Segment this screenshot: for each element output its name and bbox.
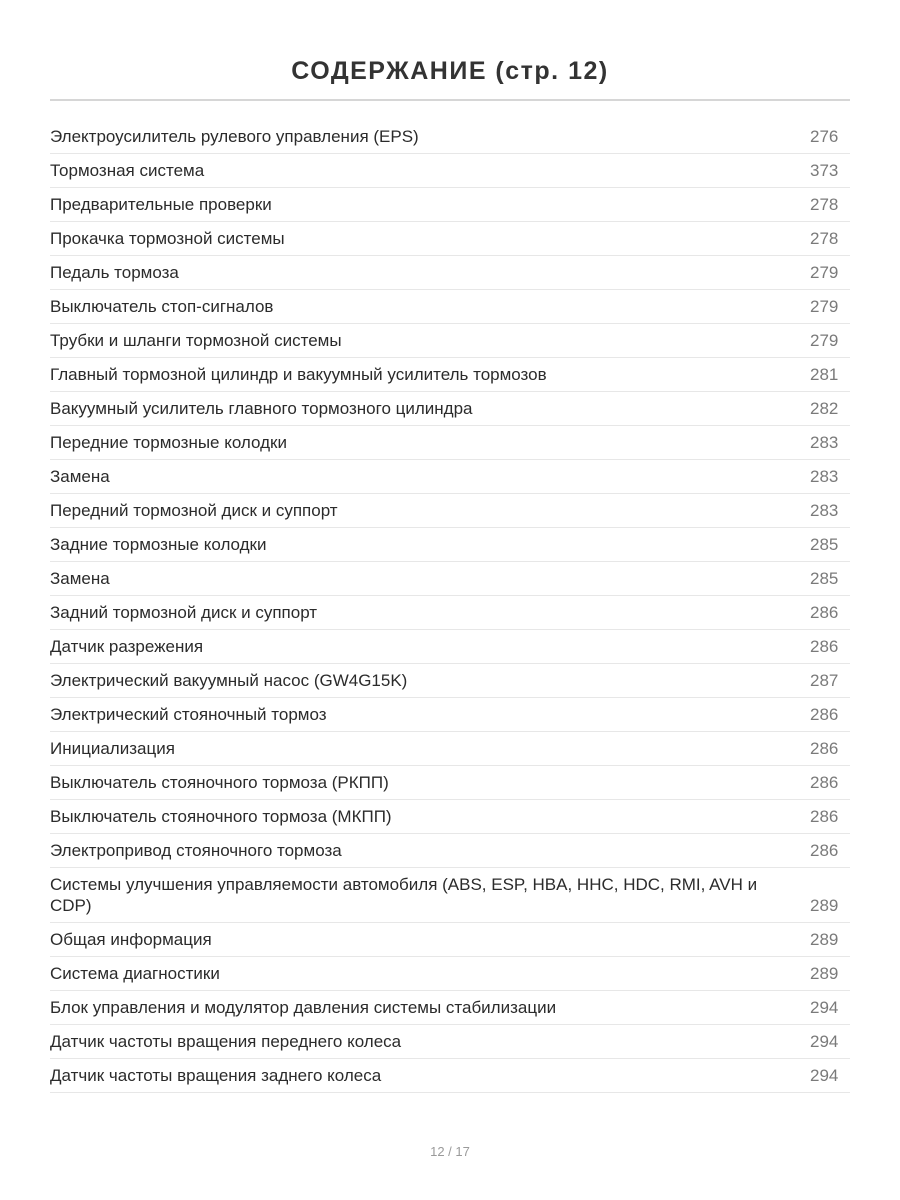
toc-entry-label: Блок управления и модулятор давления системы стабилизации [50, 998, 557, 1017]
toc-entry-label: Выключатель стоп-сигналов [50, 297, 274, 316]
toc-entry[interactable] [50, 528, 850, 562]
toc-entry-page-number: 285 [810, 535, 839, 554]
toc-entry-page-number: 278 [810, 195, 839, 214]
toc-entry-label: Общая информация [50, 930, 212, 949]
toc-entry-page-number: 287 [810, 671, 839, 690]
toc-entry-label: Педаль тормоза [50, 263, 179, 282]
toc-entry-label: Предварительные проверки [50, 195, 272, 214]
toc-list [50, 120, 850, 1093]
toc-entry-page-number: 286 [810, 705, 839, 724]
toc-entry[interactable] [50, 392, 850, 426]
toc-entry[interactable] [50, 596, 850, 630]
toc-entry-label: Датчик разрежения [50, 637, 204, 656]
toc-entry[interactable] [50, 766, 850, 800]
toc-entry[interactable] [50, 324, 850, 358]
toc-entry[interactable] [50, 991, 850, 1025]
toc-entry-page-number: 286 [810, 603, 839, 622]
toc-entry-page-number: 286 [810, 841, 839, 860]
toc-entry-label: Электрический стояночный тормоз [50, 705, 327, 724]
toc-entry[interactable] [50, 800, 850, 834]
page-pagination: 12 / 17 [430, 1144, 470, 1159]
toc-entry-label: Системы улучшения управляемости автомобиля (ABS, ESP, HBA, HHC, HDC, RMI, AVH и CDP) [50, 875, 758, 915]
toc-entry[interactable] [50, 732, 850, 766]
toc-entry-label: Задние тормозные колодки [50, 535, 267, 554]
toc-entry-label: Электропривод стояночного тормоза [50, 841, 342, 860]
toc-entry-label: Главный тормозной цилиндр и вакуумный усилитель тормозов [50, 365, 547, 384]
toc-entry-label: Система диагностики [50, 964, 220, 983]
toc-entry[interactable] [50, 923, 850, 957]
toc-entry-label: Замена [50, 569, 110, 588]
toc-entry-page-number: 283 [810, 501, 839, 520]
toc-entry-page-number: 286 [810, 807, 839, 826]
toc-entry[interactable] [50, 120, 850, 154]
toc-entry-page-number: 294 [810, 1066, 839, 1085]
toc-entry[interactable] [50, 222, 850, 256]
toc-entry[interactable] [50, 256, 850, 290]
toc-entry-label: Вакуумный усилитель главного тормозного цилиндра [50, 399, 473, 418]
toc-entry-page-number: 285 [810, 569, 839, 588]
title-divider [50, 99, 850, 101]
toc-entry[interactable] [50, 290, 850, 324]
toc-entry[interactable] [50, 1059, 850, 1093]
toc-entry[interactable] [50, 664, 850, 698]
toc-entry-label: Электрический вакуумный насос (GW4G15K) [50, 671, 408, 690]
toc-entry[interactable] [50, 834, 850, 868]
toc-entry-label: Электроусилитель рулевого управления (EPS) [50, 127, 419, 146]
toc-entry-page-number: 289 [810, 930, 839, 949]
toc-entry-page-number: 286 [810, 637, 839, 656]
toc-entry[interactable] [50, 562, 850, 596]
toc-entry-page-number: 289 [810, 896, 839, 915]
toc-entry[interactable] [50, 698, 850, 732]
page-title: СОДЕРЖАНИЕ (стр. 12) [291, 56, 609, 85]
toc-entry-page-number: 279 [810, 297, 839, 316]
toc-entry-page-number: 279 [810, 331, 839, 350]
toc-entry-page-number: 286 [810, 773, 839, 792]
toc-entry[interactable] [50, 358, 850, 392]
toc-entry-page-number: 294 [810, 998, 839, 1017]
toc-entry[interactable] [50, 460, 850, 494]
toc-entry-label: Выключатель стояночного тормоза (РКПП) [50, 773, 389, 792]
toc-entry-label: Выключатель стояночного тормоза (МКПП) [50, 807, 392, 826]
toc-entry-page-number: 281 [810, 365, 839, 384]
toc-entry[interactable] [50, 494, 850, 528]
toc-entry-label: Трубки и шланги тормозной системы [50, 331, 342, 350]
toc-entry-page-number: 286 [810, 739, 839, 758]
toc-entry-label: Задний тормозной диск и суппорт [50, 603, 318, 622]
toc-entry[interactable] [50, 188, 850, 222]
toc-entry-page-number: 282 [810, 399, 839, 418]
toc-entry-label: Передний тормозной диск и суппорт [50, 501, 338, 520]
toc-entry-page-number: 283 [810, 467, 839, 486]
toc-entry-page-number: 283 [810, 433, 839, 452]
toc-entry-page-number: 279 [810, 263, 839, 282]
toc-entry-page-number: 373 [810, 161, 839, 180]
toc-entry-label: Датчик частоты вращения переднего колеса [50, 1032, 402, 1051]
toc-entry-page-number: 289 [810, 964, 839, 983]
toc-entry-label: Датчик частоты вращения заднего колеса [50, 1066, 382, 1085]
toc-entry-page-number: 278 [810, 229, 839, 248]
toc-entry-label: Прокачка тормозной системы [50, 229, 285, 248]
toc-entry-label: Тормозная система [50, 161, 205, 180]
toc-entry-page-number: 294 [810, 1032, 839, 1051]
toc-entry[interactable] [50, 154, 850, 188]
toc-entry[interactable] [50, 957, 850, 991]
toc-entry[interactable] [50, 630, 850, 664]
toc-entry[interactable] [50, 426, 850, 460]
toc-entry-page-number: 276 [810, 127, 839, 146]
toc-entry[interactable] [50, 1025, 850, 1059]
toc-entry-label: Передние тормозные колодки [50, 433, 287, 452]
toc-entry[interactable] [50, 868, 850, 923]
toc-entry-label: Инициализация [50, 739, 175, 758]
toc-entry-label: Замена [50, 467, 110, 486]
